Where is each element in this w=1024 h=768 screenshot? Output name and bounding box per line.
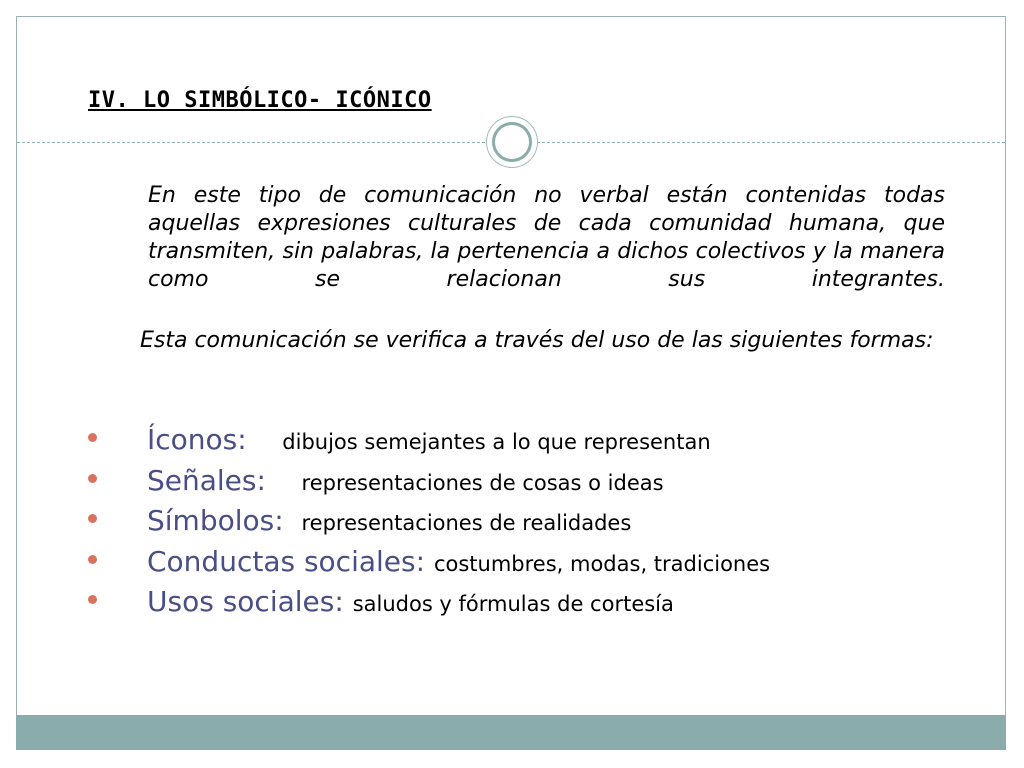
ring-inner — [492, 122, 532, 162]
bullet-dot-icon — [88, 555, 97, 564]
bullet-term: Íconos: — [147, 423, 247, 456]
bullet-description: dibujos semejantes a lo que representan — [282, 430, 711, 454]
bullet-term: Señales: — [147, 463, 266, 497]
body-paragraph-1: En este tipo de comunicación no verbal están contenidas todas aquellas expresiones culturales de cada comunidad humana, que transmiten, sin palabras, la pertenencia a dichos colectivos y la manera como se relacionan sus integrantes. — [148, 183, 945, 292]
ring-ornament — [487, 117, 537, 167]
bullet-term-wrap — [147, 463, 664, 501]
bullet-term: Conductas sociales: — [147, 544, 426, 578]
bullet-item — [88, 584, 968, 625]
bullet-list — [88, 422, 968, 625]
bullet-term-wrap — [147, 584, 674, 622]
footer-band — [16, 715, 1006, 750]
bullet-item — [88, 544, 968, 585]
bullet-description: costumbres, modas, tradiciones — [433, 551, 771, 576]
bullet-item — [88, 463, 968, 504]
bullet-description: representaciones de realidades — [301, 511, 632, 535]
bullet-dot-icon — [88, 433, 97, 442]
bullet-item — [88, 503, 968, 544]
bullet-dot-icon — [88, 514, 97, 523]
bullet-item — [88, 422, 968, 463]
bullet-dot-icon — [88, 595, 97, 604]
bullet-dot-icon — [88, 474, 97, 483]
bullet-term: Usos sociales: — [147, 585, 344, 618]
bullet-term-wrap — [147, 503, 631, 541]
bullet-term: Símbolos: — [147, 504, 284, 537]
body-paragraph-2: Esta comunicación se verifica a través del uso de las siguientes formas: — [140, 328, 934, 353]
bullet-description: saludos y fórmulas de cortesía — [352, 592, 674, 616]
bullet-term-wrap — [147, 422, 711, 460]
slide-title: IV. LO SIMBÓLICO- ICÓNICO — [88, 88, 432, 113]
bullet-term-wrap — [147, 544, 770, 582]
bullet-description: representaciones de cosas o ideas — [301, 470, 664, 495]
